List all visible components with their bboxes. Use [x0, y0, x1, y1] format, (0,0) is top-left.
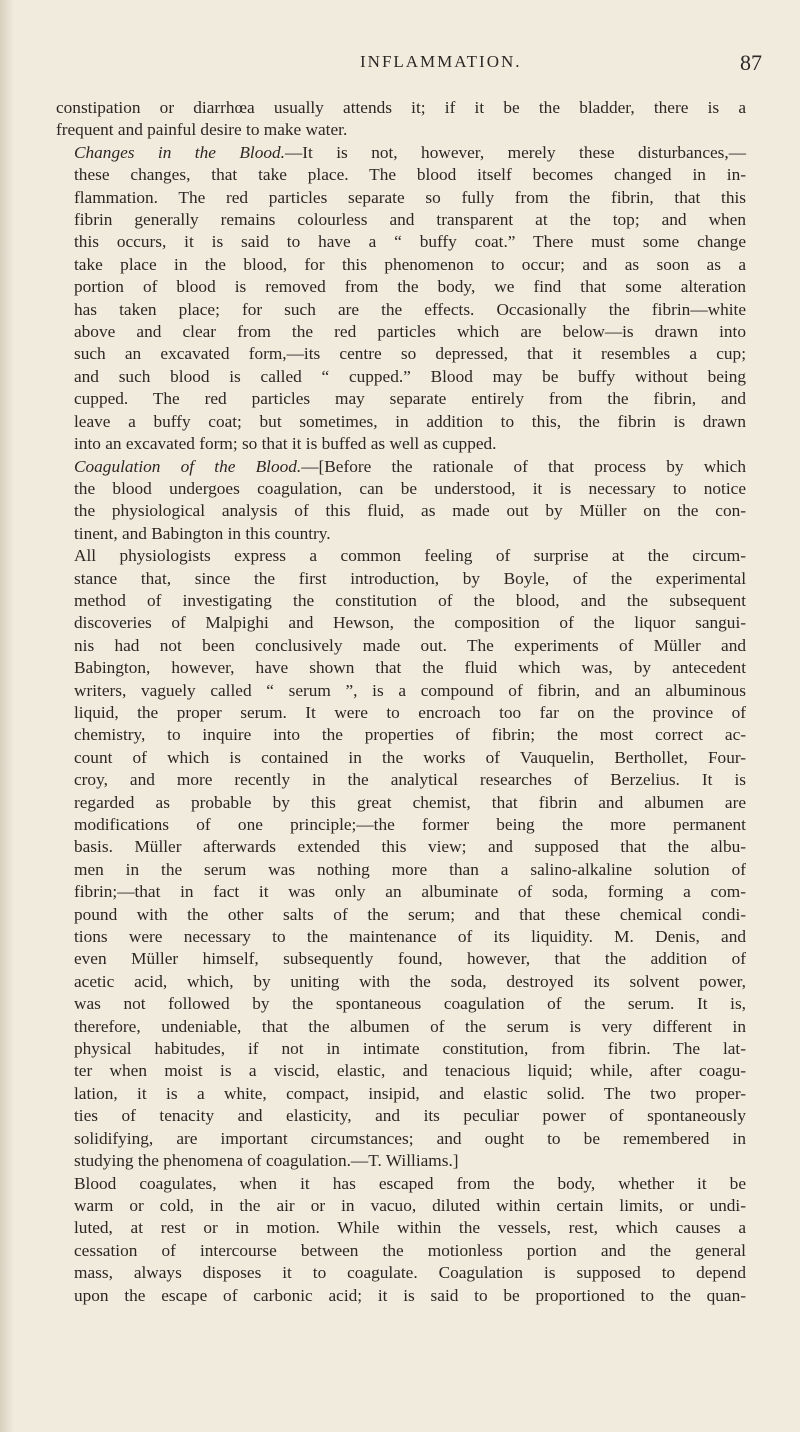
text-line: luted, at rest or in motion. While within the vessels, rest, which causes a: [74, 1218, 746, 1238]
text-line: Changes in the Blood.—It is not, however, merely these disturbances,—: [74, 142, 746, 162]
text-line: regarded as probable by this great chemist, that fibrin and albumen are: [74, 792, 746, 812]
text-line: mass, always disposes it to coagulate. Coagulation is supposed to depend: [74, 1263, 746, 1283]
text-line: count of which is contained in the works of Vauquelin, Berthollet, Four-: [74, 747, 746, 767]
text-line: upon the escape of carbonic acid; it is said to be proportioned to the quan-: [74, 1285, 746, 1305]
paragraph-changes-in-blood: [56, 142, 746, 456]
text-line: lation, it is a white, compact, insipid, and elastic solid. The two proper-: [74, 1083, 746, 1103]
text-line: flammation. The red particles separate so fully from the fibrin, that this: [74, 187, 746, 207]
text-line: portion of blood is removed from the body, we find that some alteration: [74, 277, 746, 297]
text-line: tions were necessary to the maintenance of its liquidity. M. Denis, and: [74, 927, 746, 947]
paragraph-coagulation: [56, 456, 746, 546]
text-line: croy, and more recently in the analytical researches of Berzelius. It is: [74, 770, 746, 790]
text-line: cupped. The red particles may separate entirely from the fibrin, and: [74, 389, 746, 409]
text-line: stance that, since the first introduction, by Boyle, of the experimental: [74, 568, 746, 588]
page-number: 87: [740, 50, 762, 75]
text-line: ties of tenacity and elasticity, and its peculiar power of spontaneously: [74, 1106, 746, 1126]
text-line: into an excavated form; so that it is buffed as well as cupped.: [74, 434, 497, 454]
running-title: INFLAMMATION.: [360, 52, 522, 71]
text-line: modifications of one principle;—the former being the more permanent: [74, 815, 746, 834]
paragraph-blood-coagulates: [56, 1173, 746, 1307]
text-line: has taken place; for such are the effects. Occasionally the fibrin—white: [74, 299, 746, 319]
text-line: acetic acid, which, by uniting with the soda, destroyed its solvent power,: [74, 971, 746, 991]
text-line: studying the phenomena of coagulation.—T. Williams.]: [74, 1151, 459, 1171]
section-heading: Coagulation of the Blood.: [74, 456, 302, 476]
text-line: Coagulation of the Blood.—[Before the rationale of that process by which: [74, 456, 746, 476]
running-head: [0, 52, 800, 82]
text-line: tinent, and Babington in this country.: [74, 523, 331, 543]
section-heading: Changes in the Blood.: [74, 142, 285, 162]
text-line: warm or cold, in the air or in vacuo, diluted within certain limits, or undi-: [74, 1195, 746, 1215]
paragraph-physiologists: [56, 545, 746, 1172]
text-line: fibrin generally remains colourless and transparent at the top; and when: [74, 210, 746, 230]
text-line: this occurs, it is said to have a “ buffy coat.” There must some change: [74, 232, 746, 252]
text-line: pound with the other salts of the serum; and that these chemical condi-: [74, 904, 746, 924]
text-line: even Müller himself, subsequently found, however, that the addition of: [74, 949, 746, 969]
text-line: chemistry, to inquire into the properties of fibrin; the most correct ac-: [74, 725, 746, 745]
text-line: men in the serum was nothing more than a salino-alkaline solution of: [74, 859, 746, 879]
text-line: fibrin;—that in fact it was only an albuminate of soda, forming a com-: [74, 882, 746, 902]
text-line: the physiological analysis of this fluid, as made out by Müller on the con-: [74, 501, 746, 521]
text-line: constipation or diarrhœa usually attends it; if it be the bladder, there is a: [56, 98, 746, 117]
text-line: writers, vaguely called “ serum ”, is a compound of fibrin, and an albuminous: [74, 680, 746, 700]
text-line: solidifying, are important circumstances; and ought to be remembered in: [74, 1128, 746, 1148]
text-line: physical habitudes, if not in intimate constitution, from fibrin. The lat-: [74, 1039, 746, 1059]
text-line: Blood coagulates, when it has escaped from the body, whether it be: [74, 1173, 746, 1193]
text-line: leave a buffy coat; but sometimes, in addition to this, the fibrin is drawn: [74, 411, 746, 431]
text-line: liquid, the proper serum. It were to encroach too far on the province of: [74, 702, 746, 722]
paragraph-continuation: [56, 97, 746, 142]
text-line: ter when moist is a viscid, elastic, and tenacious liquid; while, after coagu-: [74, 1061, 746, 1081]
text-line: cessation of intercourse between the motionless portion and the general: [74, 1240, 746, 1260]
body-text: [56, 97, 746, 1307]
text-line: these changes, that take place. The blood itself becomes changed in in-: [74, 165, 746, 185]
text-line: was not followed by the spontaneous coagulation of the serum. It is,: [74, 994, 746, 1014]
text-line: and such blood is called “ cupped.” Blood may be buffy without being: [74, 366, 746, 386]
text-line: frequent and painful desire to make water.: [56, 120, 348, 140]
text-line: take place in the blood, for this phenomenon to occur; and as soon as a: [74, 254, 746, 274]
binding-gutter: [0, 0, 14, 1432]
text-line: basis. Müller afterwards extended this view; and supposed that the albu-: [74, 837, 746, 857]
text-line: method of investigating the constitution of the blood, and the subsequent: [74, 590, 746, 610]
text-line: All physiologists express a common feeling of surprise at the circum-: [74, 546, 746, 566]
text-line: discoveries of Malpighi and Hewson, the composition of the liquor sangui-: [74, 613, 746, 633]
text-line: such an excavated form,—its centre so depressed, that it resembles a cup;: [74, 344, 746, 364]
text-line: therefore, undeniable, that the albumen of the serum is very different in: [74, 1016, 746, 1036]
text-line: Babington, however, have shown that the fluid which was, by antecedent: [74, 658, 746, 678]
text-line: nis had not been conclusively made out. The experiments of Müller and: [74, 635, 746, 655]
text-line: the blood undergoes coagulation, can be understood, it is necessary to notice: [74, 478, 746, 498]
text-line: above and clear from the red particles which are below—is drawn into: [74, 322, 746, 342]
